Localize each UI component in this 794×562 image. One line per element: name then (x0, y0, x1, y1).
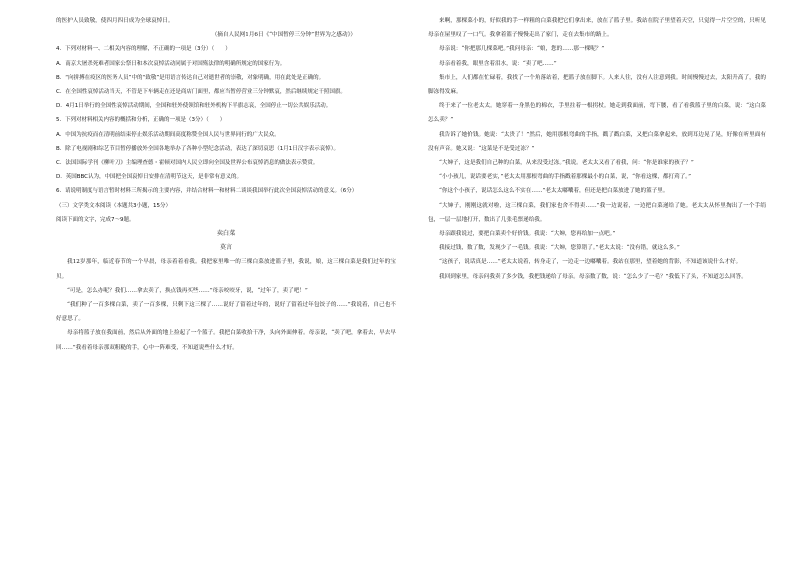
story-paragraph: 集市上，人们都在忙碌着，我找了一个角落站着，把篮子放在脚下。人来人往，没有人注意到我。时间慢慢过去，太阳升高了，我的脚冻得发麻。 (428, 74, 766, 96)
source-citation: （摘自人民网1月6日《“中国暂停三分钟”世界为之感动》） (211, 32, 356, 39)
q5-option-b: B．除了电视剧和综艺节目暂停播放外全国各地举办了各种小型纪念活动，表达了深切哀思（1月1日汉字表示哀悼）。 (56, 145, 340, 152)
q4-option-b: B．“向拼搏在疫区的医务人员”中的“致敬”是用语言传达自己对逝世者的崇敬，对象明确，用在此处是正确的。 (56, 74, 325, 81)
story-paragraph: “我们种了一百多棵白菜，卖了一百多棵，只剩下这三棵了……说好了留着过年的，说好了留着过年包饺子的……”我说着，自己也不好意思了。 (56, 302, 396, 323)
story-paragraph: 母亲看着我，眼里含着泪水，说：“卖了吧……” (439, 60, 557, 67)
story-paragraph: “可是，怎么办呢？我们……拿去卖了，换点钱再买些……”母亲咬咬牙，说，“过年了，卖了吧！” (67, 287, 308, 294)
story-paragraph: “小小孩儿，说话要老实，”老太太用那根弯曲的手指戳着那棵最小的白菜，说，“你看这棵，都打蔫了。” (439, 174, 691, 181)
reading-instruction: 阅读下面的文字，完成7～9题。 (56, 216, 135, 223)
story-paragraph: 终于来了一位老太太。她穿着一身黑色的棉衣，手里拄着一根拐杖。她走到我面前，弯下腰，看了看我篮子里的白菜，说：“这白菜怎么卖？” (428, 103, 766, 124)
question-6: 6．请说明制度与语言暂时材料三所揭示的主要内容，并结合材料一和材料二谈谈我国举行此次全国哀悼活动的意义。（6分） (56, 188, 358, 195)
q4-option-d: D．4月1日举行的全国性哀悼活动期间，全国和驻外使领馆和驻外机构下半旗志哀，全国停止一切公共娱乐活动。 (56, 103, 332, 110)
q5-option-d: D．英国BBC认为，中国把全国哀悼日安排在清明节这天，是非常有意义的。 (56, 174, 243, 181)
story-title: 卖白菜 (216, 230, 236, 238)
q5-option-c: C．法国国际学刊《柳叶刀》主编理查德・霍顿对国内人民立即向全国及世界公布哀悼消息的做法表示赞赏。 (56, 160, 319, 167)
left-column (56, 14, 396, 355)
right-column (428, 14, 766, 284)
story-paragraph: 我回到家里，母亲问我卖了多少钱，我把钱递给了母亲。母亲数了数，说：“怎么少了一毛？”我低下了头，不知道怎么回答。 (439, 273, 747, 280)
intro-tail: 的医护人员致敬，使四月四日成为全球哀悼日。 (56, 18, 174, 24)
story-paragraph: 我告诉了她价钱。她说：“太贵了！”然后，她用那根弯曲的手指，戳了戳白菜，又把白菜拿起来，放到耳边晃了晃，好像在听里面有没有声音。她又说：“这菜是不是受过冻？” (428, 131, 766, 152)
story-paragraph: 母亲说：“你把那几棵菜吧。”我问母亲：“娘，您的……那一棵呢？” (439, 46, 605, 53)
story-paragraph: 我接过钱，数了数，发现少了一毛钱。我说：“大婶，您算错了。”老太太说：“没有错，就这么多。” (439, 245, 680, 252)
section-heading: （三）文学类文本阅读（本题共3小题，15分） (56, 202, 171, 209)
story-paragraph: “这孩子，说话真是……”老太太说着，转身走了，一边走一边嘟囔着。我站在那里，望着她的背影，不知道该说什么才好。 (439, 259, 742, 266)
story-paragraph: 母亲跟我说过，要把白菜卖个好价钱。我说：“大婶，您再给加一点吧。” (439, 231, 616, 238)
q5-option-a: A．中国为抗疫而在清明前结束停止娱乐活动期间高度称赞全国人民与世界同行的广大民众。 (56, 131, 280, 138)
story-paragraph: “你这个小孩子，说话怎么这么不实在……”老太太嘟囔着，但还是把白菜放进了她的篮子里。 (439, 188, 669, 195)
q4-option-c: C．在全国性哀悼活动当天，不管是下车辆走在还是商店门面里，都应当暂停营业三分钟默哀，然后继续规定干照国旗。 (56, 89, 346, 96)
story-paragraph: 来啊，那棵菜小的，好似我的手一样粗的白菜我把它们拿出来，放在了篮子里。我站在院子里望着天空，只觉得一片空空的，只听见母亲在屋里叹了一口气。我拿着篮子慢慢走出了家门，走在去集市的路上。 (428, 18, 766, 39)
question-4 (56, 42, 396, 113)
story-paragraph: “大婶子，这是我们自己种的白菜，从来没受过冻。”我说。老太太又看了看我，问：“你是谁家的孩子？” (439, 160, 694, 167)
story-paragraph: 母亲将篮子放在我面前，然后从外面的地上捡起了一个篮子。我把白菜收拾干净，头向外面伸着。母亲说，“卖了吧，拿着去，早去早回……”我看着母亲那双粗糙的手，心中一阵难受，不知道说些什么才好。 (56, 330, 396, 351)
q4-stem: 4．下列对材料一、二相关内容的理解，不正确的一项是（3分）（ ） (56, 46, 231, 53)
q5-stem: 5．下列对材料相关内容的概括和分析，正确的一项是（3分）（ ） (56, 117, 226, 124)
q4-option-a: A．南京大屠杀死难者国家公祭日和本次哀悼活动同属于对国殇法律的明确所规定的国家行为。 (56, 60, 286, 67)
question-5 (56, 113, 396, 184)
story-paragraph: “大婶子，刚刚这就对啦，这三棵白菜，我们家也舍不得卖……”我一边说着，一边把白菜递给了她。老太太从怀里掏出了一个手绢包，一层一层地打开，数出了几张毛票递给我。 (428, 202, 766, 223)
story-author: 莫言 (219, 244, 233, 252)
story-paragraph: 我12岁那年，临近春节的一个早晨，母亲着着看我。我把家里唯一的三棵白菜放进篮子里，我说，娘，这三棵白菜是我们过年的宝贝。 (56, 259, 396, 280)
